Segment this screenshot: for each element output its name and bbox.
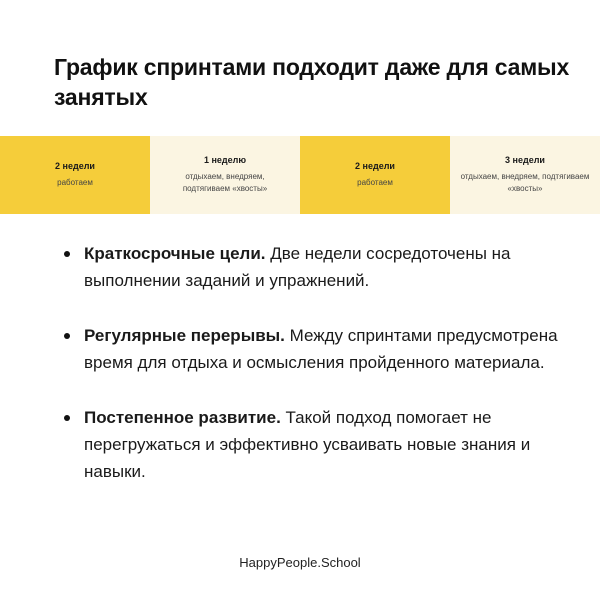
point-text: Между спринтами предусмотрена время для отдыха и осмысления пройденного материала. <box>84 326 558 372</box>
timeline-segment-rest-1 <box>150 136 300 214</box>
list-item <box>62 404 562 485</box>
segment-description: работаем <box>57 178 93 187</box>
list-item <box>62 322 562 376</box>
segment-description: отдыхаем, внедряем, подтягиваем «хвосты» <box>182 172 268 193</box>
segment-duration: 3 недели <box>505 155 545 165</box>
point-text: Две недели сосредоточены на выполнении заданий и упражнений. <box>84 244 511 290</box>
bullet-icon <box>64 251 70 257</box>
benefits-list <box>62 240 562 513</box>
bullet-icon <box>64 333 70 339</box>
page-title: График спринтами подходит даже для самых занятых <box>54 54 570 110</box>
point-lead: Постепенное развитие. <box>84 408 281 427</box>
timeline-segment-rest-2 <box>450 136 600 214</box>
point-lead: Краткосрочные цели. <box>84 244 266 263</box>
list-item <box>62 240 562 294</box>
segment-duration: 2 недели <box>355 161 395 171</box>
sprint-timeline <box>0 136 600 214</box>
segment-description: работаем <box>357 178 393 187</box>
segment-duration: 2 недели <box>55 161 95 171</box>
segment-description: отдыхаем, внедряем, подтягиваем «хвосты» <box>460 172 590 193</box>
segment-duration: 1 неделю <box>203 155 247 165</box>
bullet-icon <box>64 415 70 421</box>
timeline-segment-work-1 <box>0 136 150 214</box>
brand-footer: HappyPeople.School <box>239 555 361 570</box>
point-text: Такой подход помогает не перегружаться и эффективно усваивать новые знания и навыки. <box>84 408 531 481</box>
timeline-segment-work-2 <box>300 136 450 214</box>
point-lead: Регулярные перерывы. <box>84 326 285 345</box>
